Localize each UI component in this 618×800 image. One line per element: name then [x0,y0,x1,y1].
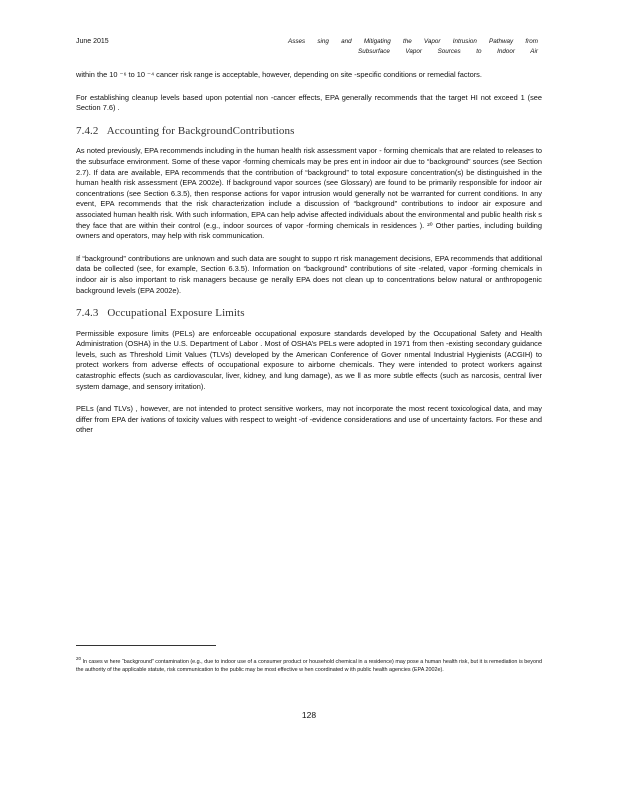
section-number: 7.4.2 [76,124,99,137]
header-date: June 2015 [76,38,109,45]
section-paragraph: PELs (and TLVs) , however, are not intended to protect sensitive workers, may not incorporate the most recent toxicological data, and may differ from EPA der ivations of toxicity values with respect to weight -of -evidence considerations and use of uncertainty factors. For these and other [76,404,542,435]
footnote-body: In cases w here “background” contamination (e.g., due to indoor use of a consumer product or household chemical in a residence) may pose a human health risk, but it is remediation is beyond the authority of the applicable statute, risk communication to the public may be most effective w hen coordinated w ith public health agencies (EPA 2002e). [76,658,542,674]
section-number: 7.4.3 [76,307,99,320]
section-heading-7-4-2 [76,126,542,137]
section-paragraph: Permissible exposure limits (PELs) are enforceable occupational exposure standards developed by the Occupational Safety and Health Administration (OSHA) in the U.S. Department of Labor . Most of OSHA’s PELs were adopted in 1971 from then -existing secondary guidance levels, such as Threshold Limit Values (TLVs) developed by the American Conference of Gover nmental Industrial Hygienists (ACGIH) to protect workers from adverse effects of occupational exposure to airborne chemicals. They were intended to protect workers against catastrophic effects (such as cardiovascular, liver, kidney, and lung damage), as we ll as more subtle effects (such as narcosis, central liver system damage, and sensory irritation). [76,328,542,391]
footnote-marker: 20 [76,656,82,661]
header-title-line-2: Subsurface Vapor Sources to Indoor Air [358,48,538,55]
section-paragraph: As noted previously, EPA recommends including in the human health risk assessment vapor - forming chemicals that are related to releases to the subsurface environment. Some of these vapor -forming chemicals may be pres ent in indoor air due to “background” sources (see Section 2.7). If data are available, EPA recommends that the contribution of “background” to total exposure concentration(s) be distinguished in the human health risk assessment (EPA 2002e). If background vapor sources (see Glossary) are found to be primarily responsible for indoor air concentrations (see Section 6.3.5), then response actions for vapor intrusion would generally not be warranted for current conditions. In any event, EPA recommends that the risk characterization include a discussion of “background” contributions to indoor air exposure and associated human health risk. With such information, EPA can help advise affected individuals about the environmental and public health risk s they face that are within their control (e.g., indoor sources of vapor -forming chemicals in residences ). ²⁰ Other parties, including building owners and operators, may help with risk communication. [76,146,542,241]
section-paragraph: If “background” contributions are unknown and such data are sought to suppo rt risk management decisions, EPA recommends that additional data be collected (see, for example, Section 6.3.5). Information on “background” contributions of site -related, vapor -forming chemicals in indoor air is also important to risk managers because ge nerally EPA does not clean up to concentrations below natural or anthropogenic background levels (EPA 2002e). [76,253,542,295]
page-number: 128 [301,710,317,720]
footnote [76,655,542,675]
intro-paragraph-2: For establishing cleanup levels based upon potential non -cancer effects, EPA generally recommends that the target HI not exceed 1 (see Section 7.6) . [76,92,542,113]
footnote-divider [76,645,216,646]
header-title-line-1: Asses sing and Mitigating the Vapor Intrusion Pathway from [288,38,538,45]
section-title: Occupational Exposure Limits [107,307,245,320]
page-body [76,70,542,448]
section-title: Accounting for BackgroundContributions [106,124,295,137]
section-heading-7-4-3 [76,308,542,319]
footnote-text [76,655,542,675]
header-title [288,37,538,57]
intro-paragraph-1: within the 10 ⁻⁶ to 10 ⁻⁴ cancer risk range is acceptable, however, depending on site -specific conditions or remedial factors. [76,70,482,79]
